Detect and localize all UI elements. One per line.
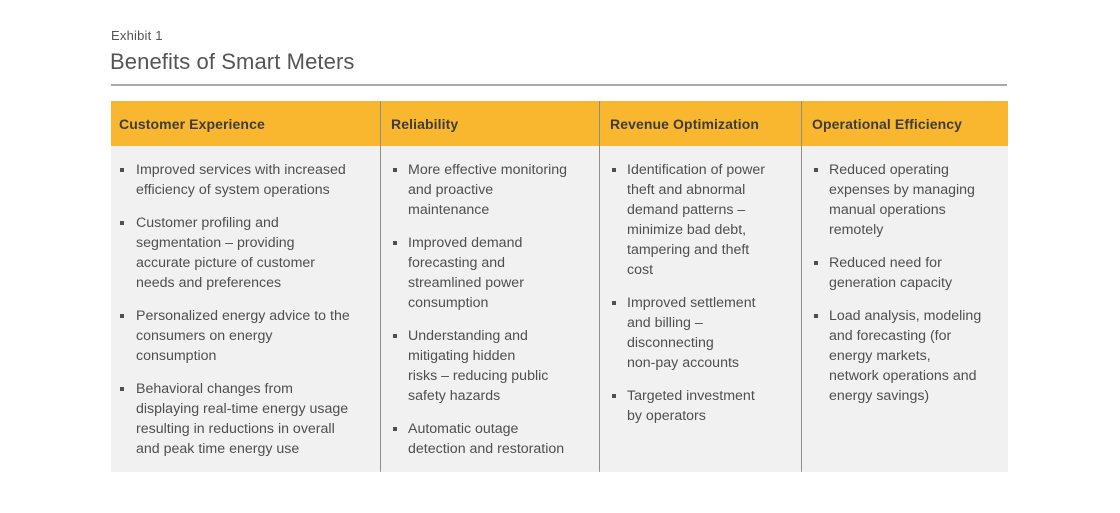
benefits-table (111, 101, 1007, 472)
list-item (600, 386, 801, 426)
bullet-icon (120, 168, 124, 172)
column-body (111, 146, 380, 472)
list-item (381, 326, 599, 406)
bullet-icon (612, 394, 616, 398)
benefit-column (381, 101, 599, 472)
list-item (111, 213, 380, 293)
list-item-text: Identification of power theft and abnormal demand patterns – minimize bad debt, tampering and theft cost (627, 162, 766, 278)
list-item (111, 306, 380, 366)
benefit-column (802, 101, 1008, 472)
bullet-icon (393, 334, 397, 338)
column-heading: Reliability (381, 101, 599, 146)
column-heading: Revenue Optimization (600, 101, 801, 146)
list-item (381, 160, 599, 220)
list-item-text: Behavioral changes from displaying real-time energy usage resulting in reductions in overall and peak time energy use (136, 381, 349, 457)
list-item (802, 160, 1008, 240)
list-item-text: Understanding and mitigating hidden risks – reducing public safety hazards (408, 328, 549, 404)
list-item-text: Load analysis, modeling and forecasting (for energy markets, network operations and energy savings) (829, 308, 982, 404)
column-body (381, 146, 599, 472)
column-heading: Operational Efficiency (802, 101, 1008, 146)
bullet-icon (120, 314, 124, 318)
column-body (802, 146, 1008, 419)
list-item (802, 253, 1008, 293)
benefit-column (111, 101, 380, 472)
column-body (600, 146, 801, 439)
list-item (111, 160, 380, 200)
bullet-icon (814, 261, 818, 265)
list-item-text: Targeted investment by operators (627, 388, 755, 424)
list-item-text: Automatic outage detection and restoration (408, 421, 565, 457)
bullet-icon (814, 168, 818, 172)
benefit-column (600, 101, 801, 472)
bullet-icon (393, 427, 397, 431)
list-item-text: Customer profiling and segmentation – providing accurate picture of customer needs and preferences (136, 215, 315, 291)
list-item (381, 419, 599, 459)
title-divider (111, 84, 1007, 86)
list-item-text: Personalized energy advice to the consumers on energy consumption (136, 308, 350, 364)
exhibit-label: Exhibit 1 (111, 28, 163, 43)
page-title: Benefits of Smart Meters (110, 49, 355, 74)
list-item-text: Reduced need for generation capacity (829, 255, 953, 291)
list-item (111, 379, 380, 459)
bullet-icon (120, 221, 124, 225)
bullet-icon (814, 314, 818, 318)
bullet-icon (393, 241, 397, 245)
column-heading: Customer Experience (111, 101, 380, 146)
bullet-icon (612, 301, 616, 305)
list-item-text: Reduced operating expenses by managing manual operations remotely (829, 162, 975, 238)
list-item (802, 306, 1008, 406)
list-item (381, 233, 599, 313)
list-item (600, 293, 801, 373)
list-item-text: Improved services with increased efficiency of system operations (136, 162, 346, 198)
list-item-text: More effective monitoring and proactive maintenance (408, 162, 568, 218)
list-item (600, 160, 801, 280)
bullet-icon (393, 168, 397, 172)
bullet-icon (120, 387, 124, 391)
list-item-text: Improved demand forecasting and streamlined power consumption (408, 235, 524, 311)
bullet-icon (612, 168, 616, 172)
list-item-text: Improved settlement and billing – disconnecting non-pay accounts (627, 295, 756, 371)
